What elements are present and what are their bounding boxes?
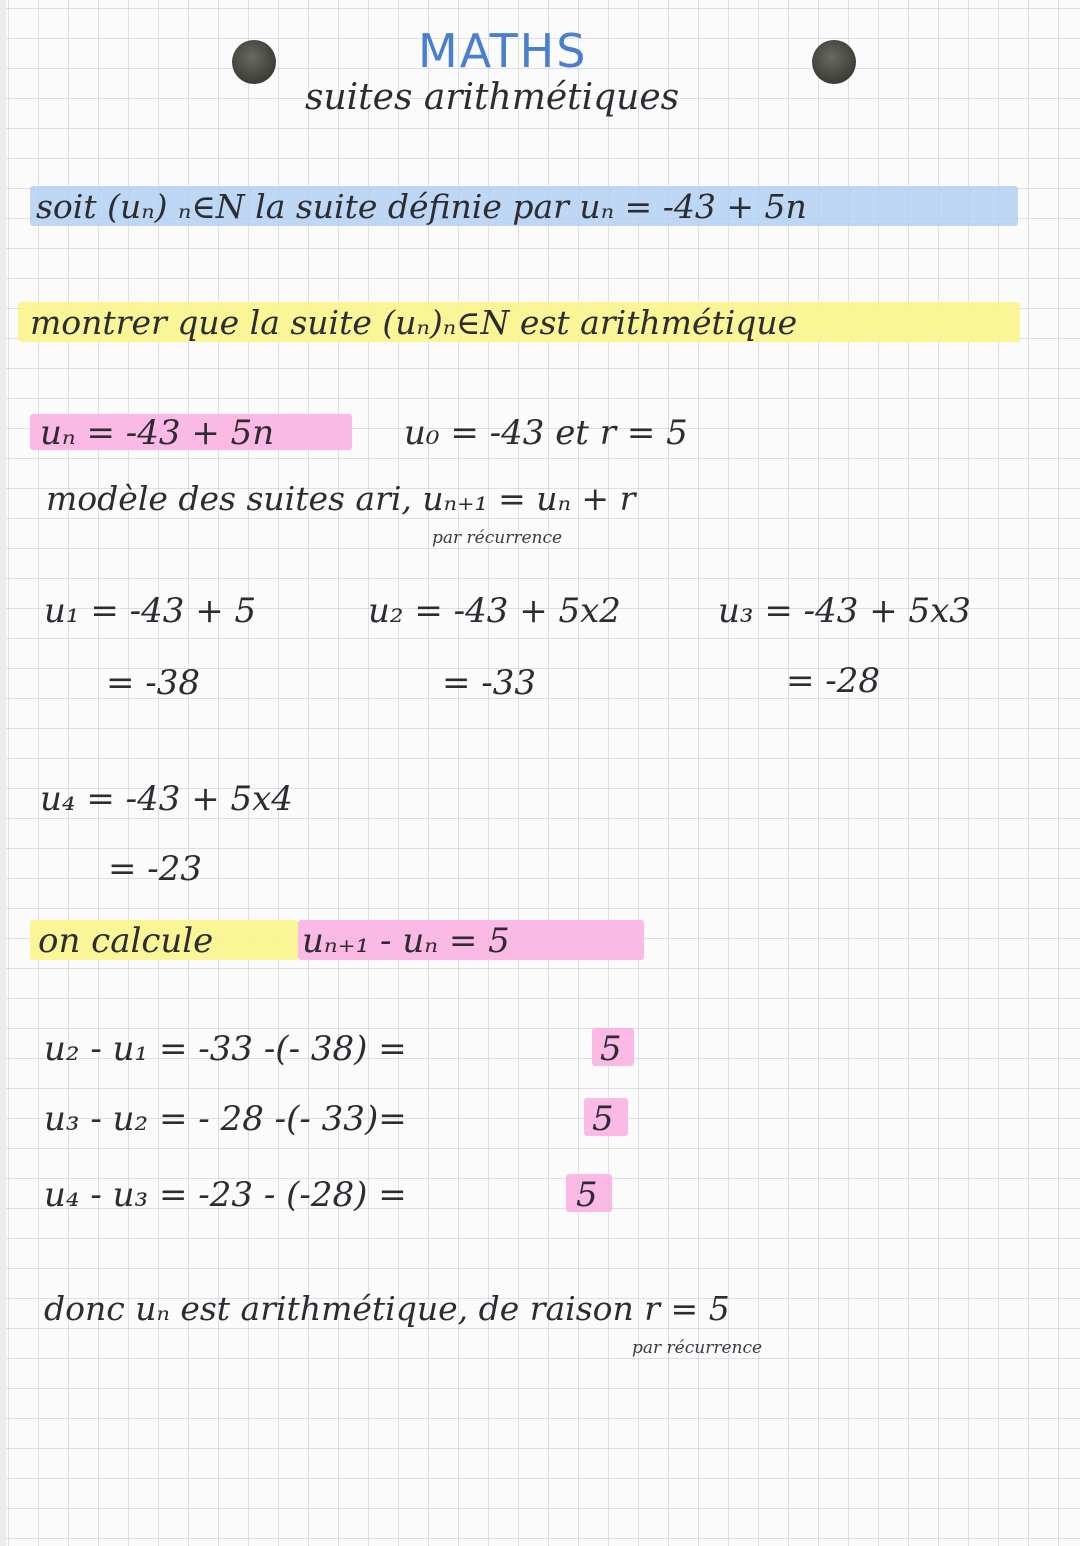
page-title: MATHS xyxy=(418,24,588,78)
first-term-and-ratio: u₀ = -43 et r = 5 xyxy=(404,413,688,453)
conclusion-line: donc uₙ est arithmétique, de raison r = 5 xyxy=(44,1289,730,1328)
difference-row-1: u₂ - u₁ = -33 -(- 38) = xyxy=(44,1029,407,1069)
definition-line: soit (uₙ) ₙ∈N la suite définie par uₙ = -43 + 5n xyxy=(36,187,807,226)
general-term-formula: uₙ = -43 + 5n xyxy=(40,413,275,453)
difference-row-2: u₃ - u₂ = - 28 -(- 33)= xyxy=(44,1099,407,1139)
punch-hole-right xyxy=(812,40,856,84)
u3-value: = -28 xyxy=(786,661,881,701)
u1-expression: u₁ = -43 + 5 xyxy=(44,591,257,631)
conclusion-note: par récurrence xyxy=(632,1338,763,1358)
u2-value: = -33 xyxy=(442,663,537,703)
u3-expression: u₃ = -43 + 5x3 xyxy=(718,591,971,631)
model-line: modèle des suites ari, uₙ₊₁ = uₙ + r xyxy=(46,479,636,518)
u4-expression: u₄ = -43 + 5x4 xyxy=(40,779,293,819)
difference-formula: uₙ₊₁ - uₙ = 5 xyxy=(302,921,510,961)
u4-value: = -23 xyxy=(108,849,203,889)
difference-result-3: 5 xyxy=(576,1175,598,1215)
punch-hole-left xyxy=(232,40,276,84)
on-calcule-label: on calcule xyxy=(38,921,214,961)
difference-result-1: 5 xyxy=(600,1029,622,1069)
difference-row-3: u₄ - u₃ = -23 - (-28) = xyxy=(44,1175,407,1215)
difference-result-2: 5 xyxy=(592,1099,614,1139)
u2-expression: u₂ = -43 + 5x2 xyxy=(368,591,621,631)
task-line: montrer que la suite (uₙ)ₙ∈N est arithmétique xyxy=(30,303,798,342)
model-note: par récurrence xyxy=(432,528,563,548)
page-subtitle: suites arithmétiques xyxy=(305,77,680,118)
u1-value: = -38 xyxy=(106,663,201,703)
